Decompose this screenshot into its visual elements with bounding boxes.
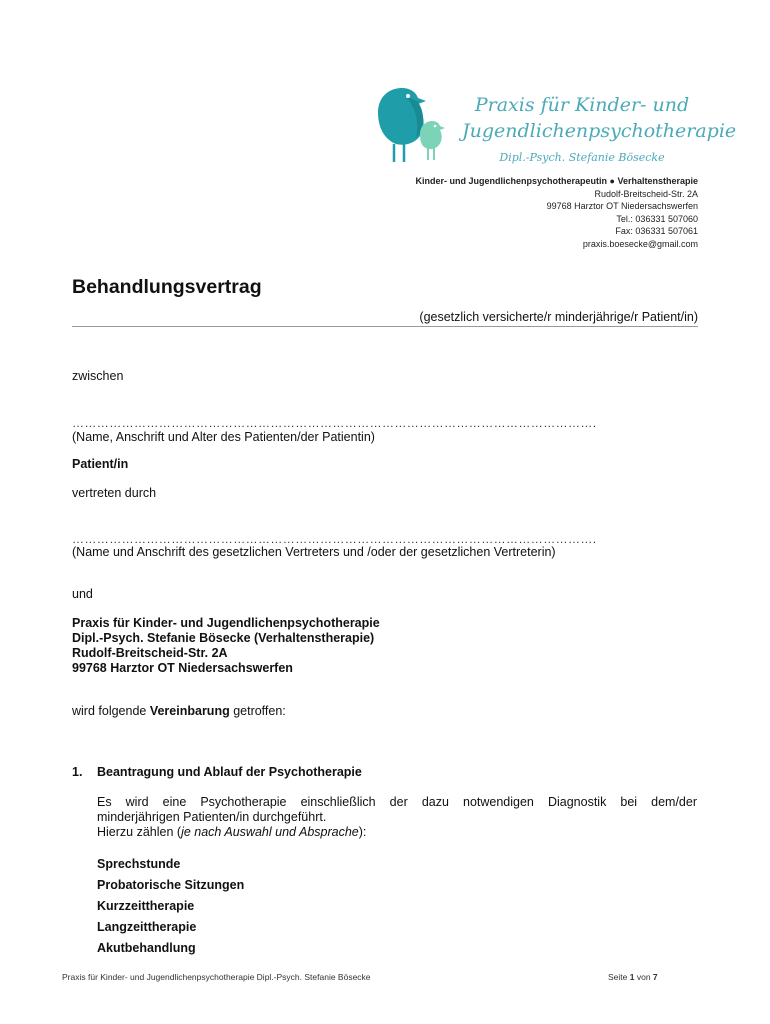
practice-address-line: Dipl.-Psych. Stefanie Bösecke (Verhaltenstherapie) [72,631,375,645]
and-text: und [72,587,93,601]
agreement-text [72,704,286,719]
document-title: Behandlungsvertrag [72,276,262,298]
agreement-bold: Vereinbarung [149,704,230,718]
between-text: zwischen [72,369,124,383]
footer-text: Praxis für Kinder- und Jugendlichenpsychotherapie Dipl.-Psych. Stefanie Bösecke [62,972,371,982]
practice-address-line: 99768 Harztor OT Niedersachswerfen [72,661,293,675]
practice-address [72,616,380,676]
logo-title-line1: Praxis für Kinder- und [474,94,690,116]
represented-by-text: vertreten durch [72,486,157,500]
contact-email: praxis.boesecke@gmail.com [582,238,698,249]
practice-address-line: Praxis für Kinder- und Jugendlichenpsychotherapie [72,616,380,630]
list-item: Kurzzeittherapie [97,899,195,913]
bird-logo-icon [372,84,462,166]
section-number: 1. [72,765,83,779]
paragraph-line1: Es wird eine Psychotherapie einschließlich der dazu notwendigen Diagnostik bei dem/der [97,795,697,809]
section-title: Beantragung und Ablauf der Psychotherapie [97,765,362,779]
guardian-caption: (Name und Anschrift des gesetzlichen Vertreters und /oder der gesetzlichen Vertreterin) [72,545,556,559]
page-current: 1 [629,972,635,982]
section-paragraph [97,795,697,840]
contact-block [416,175,699,251]
paragraph-line2: minderjährigen Patienten/in durchgeführt. [97,810,327,824]
patient-caption: (Name, Anschrift und Alter des Patienten/der Patientin) [72,430,375,444]
practice-address-line: Rudolf-Breitscheid-Str. 2A [72,646,228,660]
page-number [608,972,658,982]
title-divider [72,326,698,327]
list-item: Langzeittherapie [97,920,197,934]
agreement-prefix: wird folgende [72,704,150,718]
agreement-suffix: getroffen: [229,704,286,718]
contact-tel: Tel.: 036331 507060 [616,213,698,224]
paragraph-line3-prefix: Hierzu zählen ( [97,825,182,839]
logo-title [462,92,737,144]
guardian-fill-line[interactable]: ………………………………………………………………………………………………………………. [72,532,597,546]
paragraph-line3-italic: je nach Auswahl und Absprache [181,825,359,839]
contact-heading: Kinder- und Jugendlichenpsychotherapeutin ● Verhaltenstherapie [415,176,698,186]
patient-fill-line[interactable]: ………………………………………………………………………………………………………………. [72,416,597,430]
page-total: 7 [652,972,658,982]
paragraph-line3 [97,825,697,840]
document-subtitle: (gesetzlich versicherte/r minderjährige/r Patient/in) [419,310,698,324]
contact-fax: Fax: 036331 507061 [615,226,698,237]
logo-title-line2: Jugendlichenpsychotherapie [462,120,737,142]
contact-city: 99768 Harztor OT Niedersachswerfen [546,201,698,212]
contact-street: Rudolf-Breitscheid-Str. 2A [594,188,698,199]
list-item: Sprechstunde [97,857,181,871]
list-item: Probatorische Sitzungen [97,878,245,892]
page-prefix: Seite [608,972,630,982]
patient-label: Patient/in [72,457,129,471]
page-mid: von [634,972,653,982]
logo-subtitle: Dipl.-Psych. Stefanie Bösecke [499,151,665,164]
paragraph-line3-suffix: ): [358,825,367,839]
list-item: Akutbehandlung [97,941,196,955]
